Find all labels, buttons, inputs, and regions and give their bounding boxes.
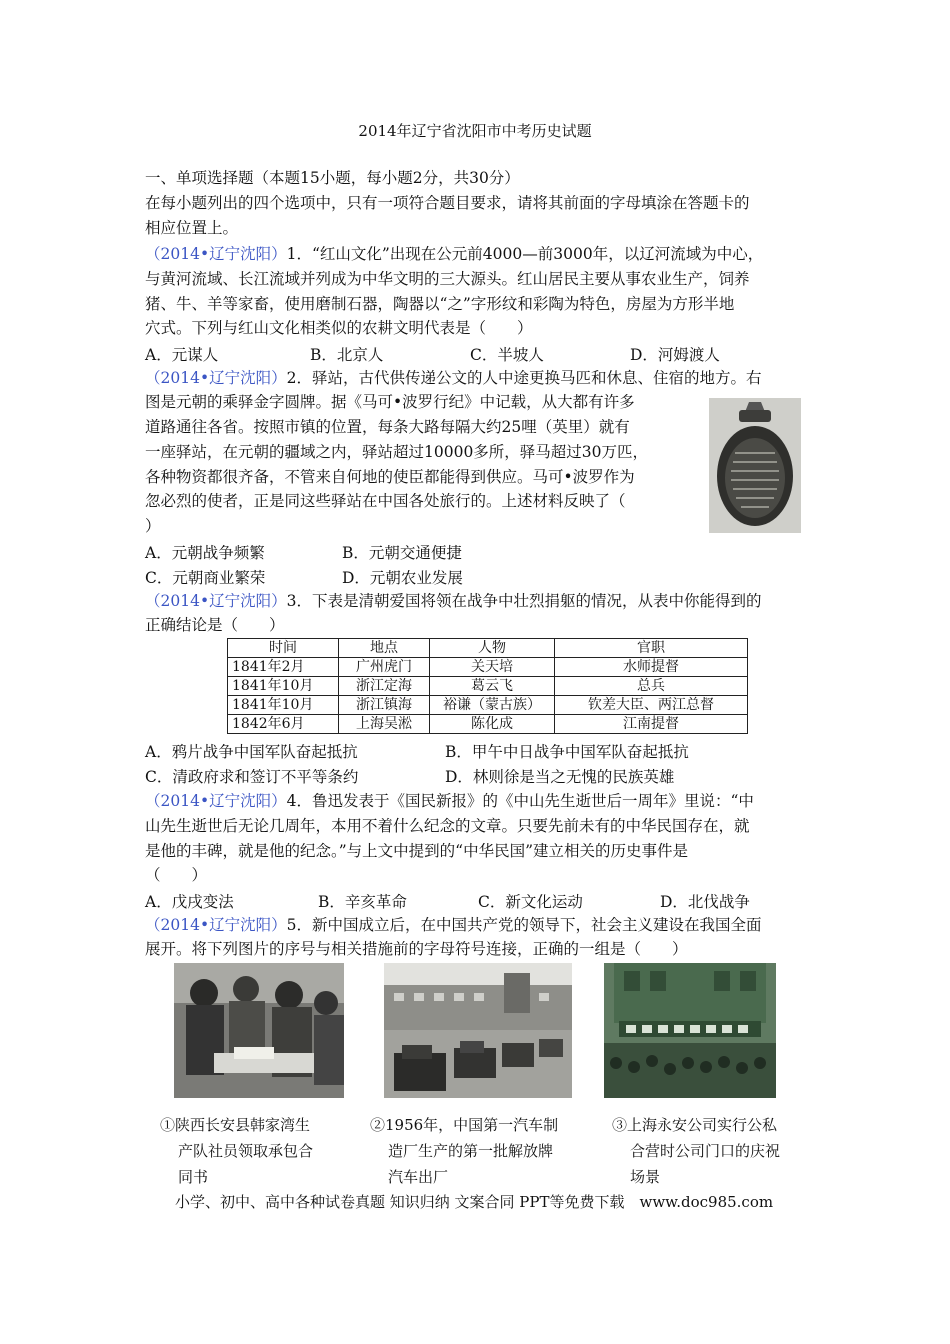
table-header-cell: 时间 [228,639,339,658]
question-source: （2014•辽宁沈阳） [145,245,287,263]
option-b: B．甲午中日战争中国军队奋起抵抗 [445,743,689,761]
question-2-line: ） [145,517,161,535]
option-d: D．林则徐是当之无愧的民族英雄 [445,768,675,786]
page-title: 2014年辽宁省沈阳市中考历史试题 [358,122,592,140]
table-cell: 1841年10月 [228,696,339,715]
question-2-line: 一座驿站，在元朝的疆域之内，驿站超过10000多所，驿马超过30万匹， [145,443,649,461]
instruction-line: 在每小题列出的四个选项中，只有一项符合题目要求，请将其前面的字母填涂在答题卡的 [145,194,750,212]
table-cell: 葛云飞 [430,677,555,696]
question-2-line: 各种物资都很齐备，不管来自何地的使臣都能得到供应。马可•波罗作为 [145,468,635,486]
table-cell: 陈化成 [430,715,555,734]
question-3-line: （2014•辽宁沈阳）3．下表是清朝爱国将领在战争中壮烈捐躯的情况，从表中你能得到的 [145,592,762,610]
option-a: A．元朝战争频繁 [145,544,265,562]
contract-photo [174,963,344,1098]
option-c: C．半坡人 [470,346,544,364]
table-cell: 浙江定海 [339,677,430,696]
option-c: C．清政府求和签订不平等条约 [145,768,359,786]
question-4-line: （ ） [145,866,208,884]
table-row [228,658,748,677]
trucks-photo [384,963,572,1098]
celebration-photo [604,963,776,1098]
question-5-line: 展开。将下列图片的序号与相关措施前的字母符号连接，正确的一组是（ ） [145,940,688,958]
question-source: （2014•辽宁沈阳） [145,369,287,387]
table-cell: 1841年2月 [228,658,339,677]
question-5-line: （2014•辽宁沈阳）5．新中国成立后，在中国共产党的领导下，社会主义建设在我国全面 [145,916,762,934]
question-3-line: 正确结论是（ ） [145,616,285,634]
photo-caption-2: ②1956年，中国第一汽车制 造厂生产的第一批解放牌 汽车出厂 [370,1116,559,1186]
option-b: B．北京人 [310,346,384,364]
option-c: C．元朝商业繁荣 [145,569,266,587]
question-1-line: 与黄河流域、长江流域并列成为中华文明的三大源头。红山居民主要从事农业生产，饲养 [145,270,750,288]
option-d: D．河姆渡人 [630,346,720,364]
section-heading: 一、单项选择题（本题15小题，每小题2分，共30分） [145,169,520,187]
yuan-medallion-image [709,398,801,533]
table-header-cell: 人物 [430,639,555,658]
question-2-line: 图是元朝的乘驿金字圆牌。据《马可•波罗行纪》中记载，从大都有许多 [145,393,635,411]
option-d: D．北伐战争 [660,893,750,911]
table-cell: 总兵 [555,677,748,696]
table-row [228,715,748,734]
question-1-line: （2014•辽宁沈阳）1．“红山文化”出现在公元前4000—前3000年，以辽河流域为中心， [145,245,764,263]
table-cell: 1842年6月 [228,715,339,734]
question-source: （2014•辽宁沈阳） [145,792,287,810]
table-cell: 水师提督 [555,658,748,677]
option-c: C．新文化运动 [478,893,583,911]
table-cell: 钦差大臣、两江总督 [555,696,748,715]
photo-caption-3: ③上海永安公司实行公私 合营时公司门口的庆祝 场景 [612,1116,781,1186]
question-1-line: 穴式。下列与红山文化相类似的农耕文明代表是（ ） [145,319,533,337]
table-header-cell: 地点 [339,639,430,658]
history-table [227,638,748,734]
question-2-line: 道路通往各省。按照市镇的位置，每条大路每隔大约25哩（英里）就有 [145,418,630,436]
table-cell: 江南提督 [555,715,748,734]
option-b: B．辛亥革命 [318,893,407,911]
table-cell: 裕谦（蒙古族） [430,696,555,715]
table-cell: 关天培 [430,658,555,677]
option-a: A．戊戌变法 [145,893,234,911]
instruction-line: 相应位置上。 [145,219,239,237]
photo-caption-1: ①陕西长安县韩家湾生 产队社员领取承包合 同书 [160,1116,314,1186]
question-2-line: （2014•辽宁沈阳）2．驿站，古代供传递公文的人中途更换马匹和休息、住宿的地方。右 [145,369,762,387]
question-4-line: 是他的丰碑，就是他的纪念。”与上文中提到的“中华民国”建立相关的历史事件是 [145,842,689,860]
table-row [228,696,748,715]
footer-text: 小学、初中、高中各种试卷真题 知识归纳 文案合同 PPT等免费下载 www.doc985.com [175,1193,774,1211]
option-b: B．元朝交通便捷 [342,544,462,562]
table-cell: 1841年10月 [228,677,339,696]
table-header-row [228,639,748,658]
question-1-line: 猪、牛、羊等家畜，使用磨制石器，陶器以“之”字形纹和彩陶为特色，房屋为方形半地 [145,295,735,313]
question-source: （2014•辽宁沈阳） [145,916,287,934]
question-2-line: 忽必烈的使者，正是同这些驿站在中国各处旅行的。上述材料反映了（ [145,492,626,510]
question-4-line: （2014•辽宁沈阳）4．鲁迅发表于《国民新报》的《中山先生逝世后一周年》里说：“中 [145,792,754,810]
option-a: A．鸦片战争中国军队奋起抵抗 [145,743,358,761]
table-row [228,677,748,696]
option-a: A．元谋人 [145,346,219,364]
table-cell: 上海吴淞 [339,715,430,734]
option-d: D．元朝农业发展 [342,569,463,587]
table-cell: 广州虎门 [339,658,430,677]
question-source: （2014•辽宁沈阳） [145,592,287,610]
question-4-line: 山先生逝世后无论几周年，本用不着什么纪念的文章。只要先前未有的中华民国存在，就 [145,817,750,835]
table-cell: 浙江镇海 [339,696,430,715]
table-header-cell: 官职 [555,639,748,658]
